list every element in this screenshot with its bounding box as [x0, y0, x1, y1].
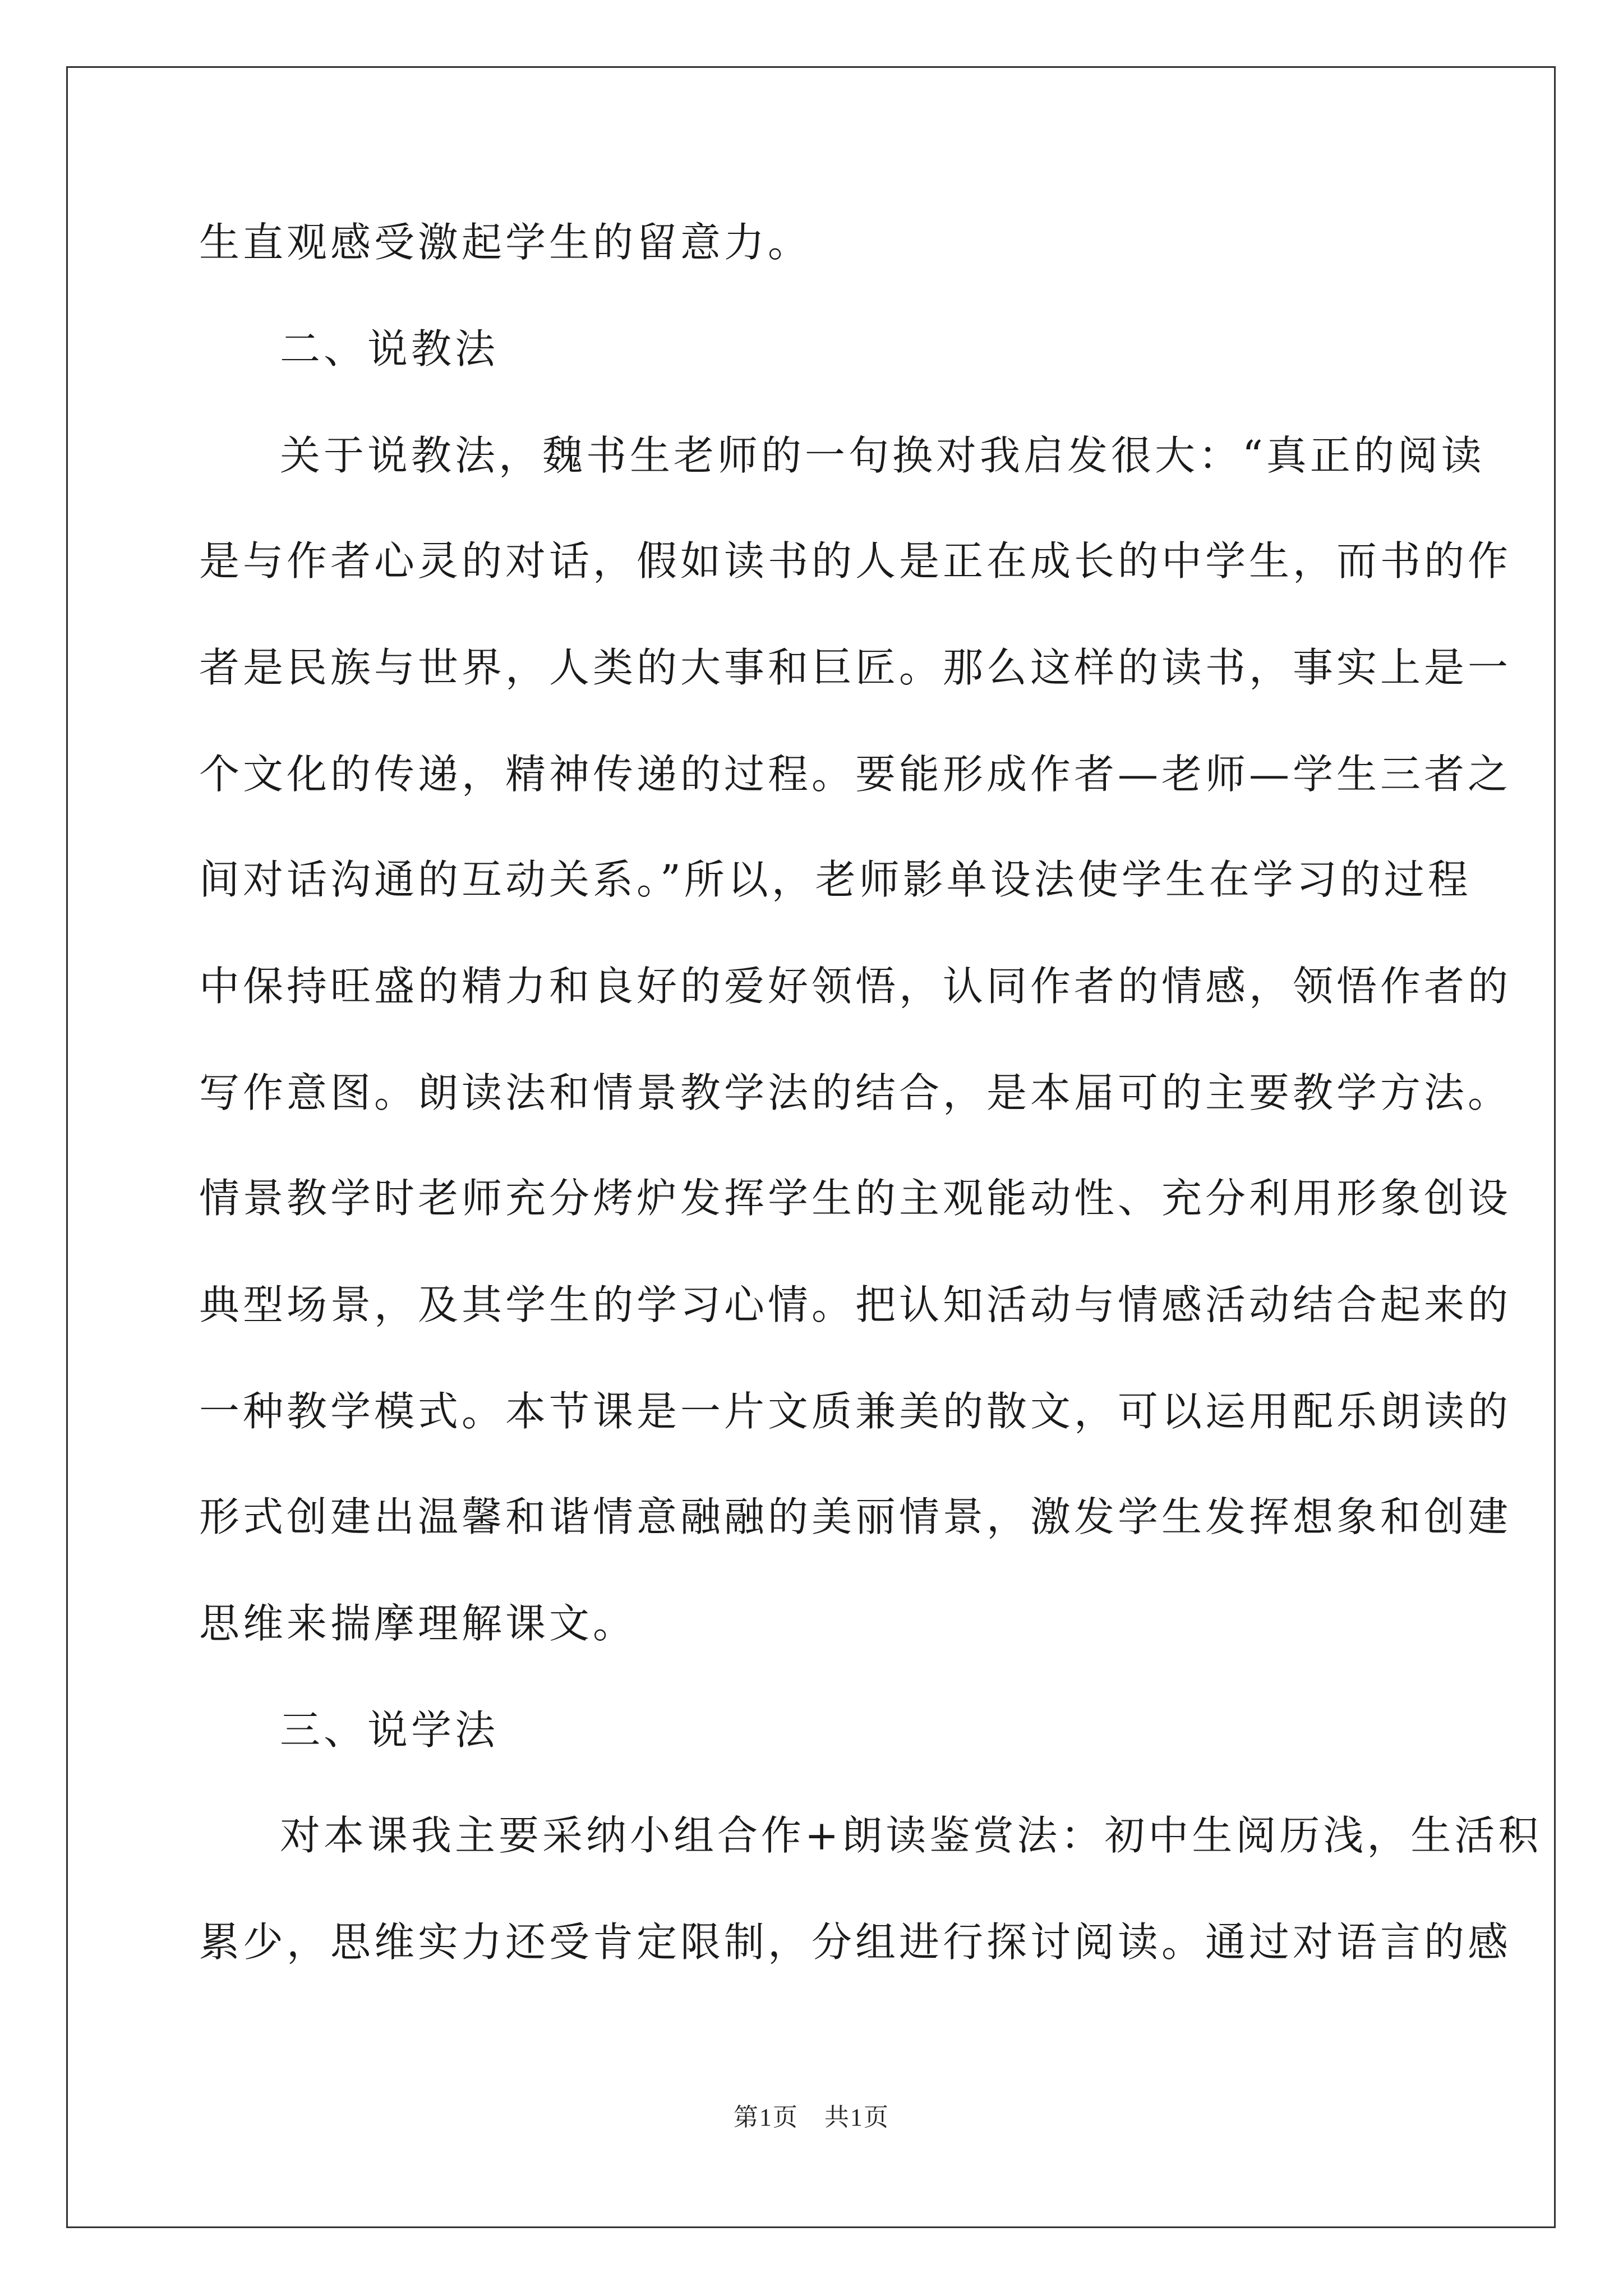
section-heading: 二、说教法 — [280, 325, 499, 372]
section-heading: 三、说学法 — [280, 1706, 499, 1754]
text-line: 写作意图。朗读法和情景教学法的结合，是本届可的主要教学方法。 — [199, 1069, 1512, 1116]
text-line: 个文化的传递，精神传递的过程。要能形成作者—老师—学生三者之 — [199, 751, 1512, 798]
text-line: 情景教学时老师充分烤炉发挥学生的主观能动性、充分利用形象创设 — [199, 1175, 1512, 1222]
text-line: 形式创建出温馨和谐情意融融的美丽情景，激发学生发挥想象和创建 — [199, 1493, 1512, 1540]
text-line: 中保持旺盛的精力和良好的爱好领悟，认同作者的情感，领悟作者的 — [199, 963, 1512, 1010]
text-line: 关于说教法，魏书生老师的一句换对我启发很大：“真正的阅读 — [280, 432, 1485, 479]
text-line: 者是民族与世界，人类的大事和巨匠。那么这样的读书，事实上是一 — [199, 644, 1512, 691]
text-line: 典型场景，及其学生的学习心情。把认知活动与情感活动结合起来的 — [199, 1281, 1512, 1328]
page-footer: 第1页 共1页 — [734, 2104, 889, 2131]
text-line: 对本课我主要采纳小组合作+朗读鉴赏法：初中生阅历浅，生活积 — [280, 1812, 1542, 1859]
page-border — [66, 66, 1556, 2228]
text-line: 思维来揣摩理解课文。 — [199, 1600, 637, 1647]
text-line: 累少，思维实力还受肯定限制，分组进行探讨阅读。通过对语言的感 — [199, 1918, 1512, 1966]
text-line: 生直观感受激起学生的留意力。 — [199, 219, 812, 266]
text-line: 是与作者心灵的对话，假如读书的人是正在成长的中学生，而书的作 — [199, 537, 1512, 585]
text-line: 一种教学模式。本节课是一片文质兼美的散文，可以运用配乐朗读的 — [199, 1388, 1512, 1435]
text-line: 间对话沟通的互动关系。”所以，老师影单设法使学生在学习的过程 — [199, 856, 1472, 903]
